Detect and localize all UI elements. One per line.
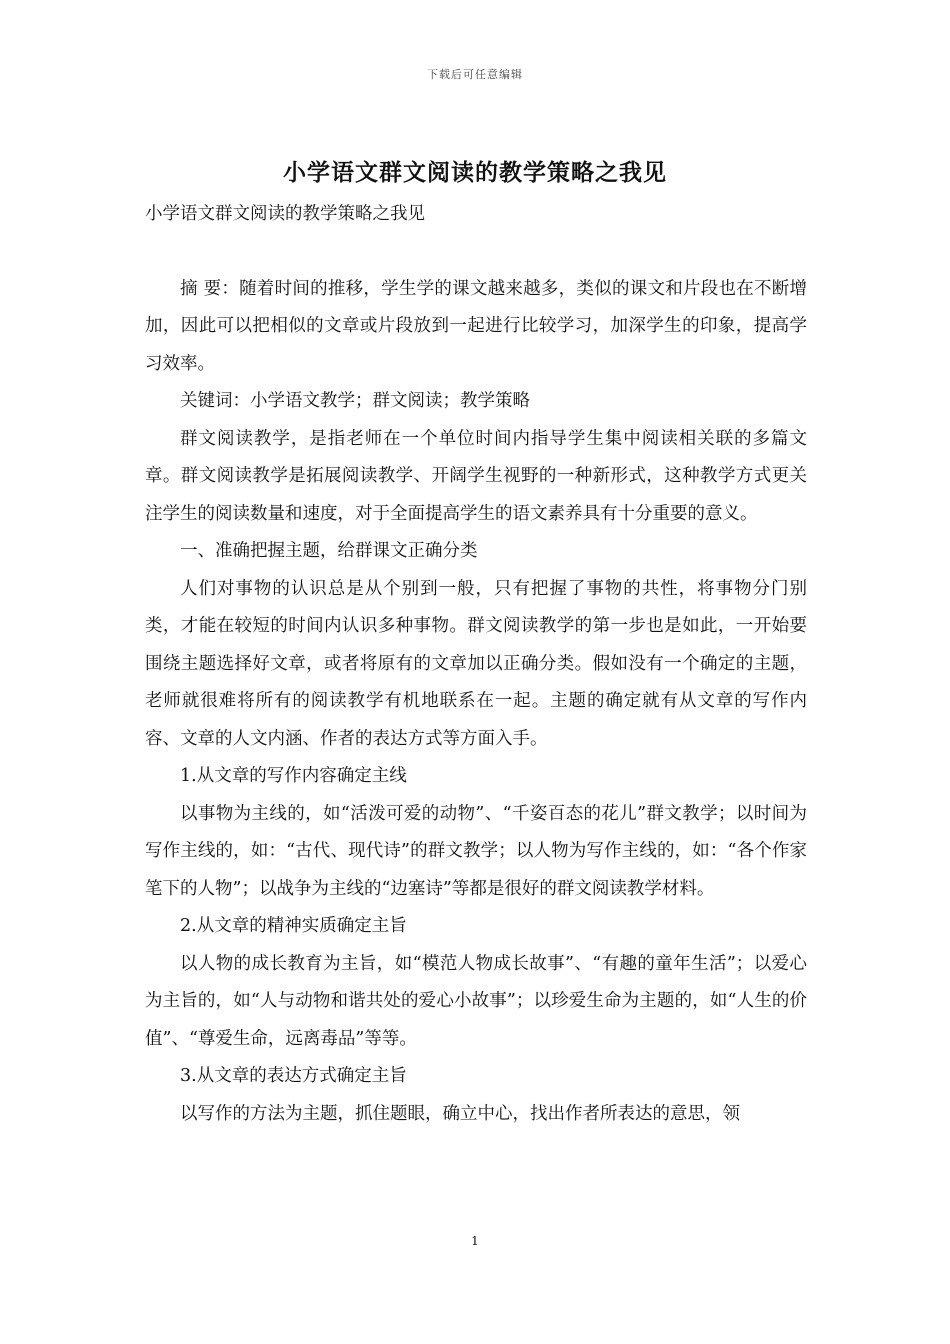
keywords-paragraph: 关键词：小学语文教学；群文阅读；教学策略	[180, 391, 530, 411]
document-title: 小学语文群文阅读的教学策略之我见	[283, 159, 667, 186]
abstract-paragraph: 摘 要：随着时间的推移，学生学的课文越来越多，类似的课文和片段也在不断增加，因此可以把相似的文章或片段放到一起进行比较学习，加深学生的印象，提高学习效率。	[145, 278, 807, 374]
document-subtitle: 小学语文群文阅读的教学策略之我见	[145, 204, 425, 224]
body-paragraph: 以写作的方法为主题，抓住题眼，确立中心，找出作者所表达的意思，领	[180, 1103, 740, 1124]
subsection-heading: 1.从文章的写作内容确定主线	[180, 766, 407, 786]
section-heading: 一、准确把握主题，给群课文正确分类	[180, 541, 478, 561]
body-paragraph: 以人物的成长教育为主旨，如“模范人物成长故事”、“有趣的童年生活”；以爱心为主旨的，如“人与动物和谐共处的爱心小故事”；以珍爱生命为主题的，如“人生的价值”、“尊爱生命，远离毒品”等等。	[145, 953, 807, 1049]
body-paragraph: 以事物为主线的，如“活泼可爱的动物”、“千姿百态的花儿”群文教学；以时间为写作主线的，如：“古代、现代诗”的群文教学；以人物为写作主线的，如：“各个作家笔下的人物”；以战争为主线的“边塞诗”等都是很好的群文阅读教学材料。	[145, 803, 807, 899]
document-body	[145, 196, 807, 1133]
body-paragraph: 人们对事物的认识总是从个别到一般，只有把握了事物的共性，将事物分门别类，才能在较短的时间内认识多种事物。群文阅读教学的第一步也是如此，一开始要围绕主题选择好文章，或者将原有的文章加以正确分类。假如没有一个确定的主题，老师就很难将所有的阅读教学有机地联系在一起。主题的确定就有从文章的写作内容、文章的人文内涵、作者的表达方式等方面入手。	[145, 578, 807, 749]
page-number: 1	[471, 1234, 479, 1248]
subsection-heading: 2.从文章的精神实质确定主旨	[180, 916, 407, 936]
subsection-heading: 3.从文章的表达方式确定主旨	[180, 1066, 407, 1086]
header-note: 下载后可任意编辑	[427, 68, 523, 81]
body-paragraph: 群文阅读教学，是指老师在一个单位时间内指导学生集中阅读相关联的多篇文章。群文阅读教学是拓展阅读教学、开阔学生视野的一种新形式，这种教学方式更关注学生的阅读数量和速度，对于全面提高学生的语文素养具有十分重要的意义。	[145, 428, 807, 524]
